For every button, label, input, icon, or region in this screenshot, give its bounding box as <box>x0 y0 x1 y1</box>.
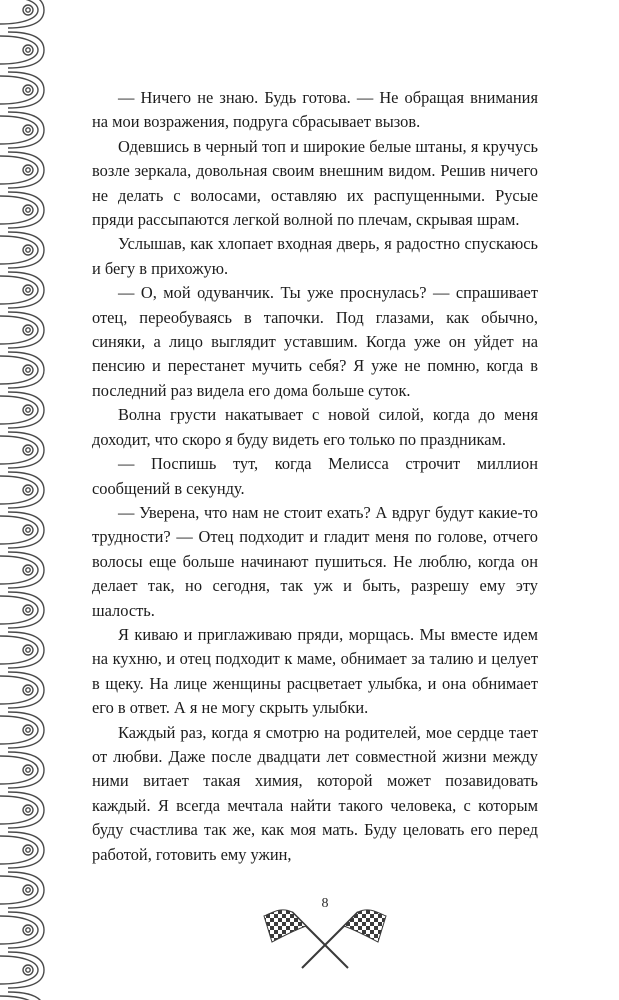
chain-link <box>0 0 44 28</box>
chain-link <box>0 752 44 788</box>
paragraph: — Уверена, что нам не стоит ехать? А вдруг будут какие-то трудности? — Отец подходит и гладит меня по голове, отчего волосы еще больше начинают пушиться. Не люблю, когда он делает так, но сегодня, так уж и быть, разрешу ему эту шалость. <box>92 502 538 620</box>
chain-link <box>0 592 44 628</box>
paragraph: — Ничего не знаю. Будь готова. — Не обращая внимания на мои возражения, подруга сбрасывает вызов. <box>92 88 538 132</box>
chain-link <box>0 392 44 428</box>
paragraph: Каждый раз, когда я смотрю на родителей, мое сердце тает от любви. Даже после двадцати лет совместной жизни между ними витает такая химия, которой может позавидовать каждый. Я всегда мечтала найти такого человека, с которым буду счастлива так же, как моя мать. Буду целовать его перед работой, готовить ему ужин, <box>92 722 538 864</box>
chain-link <box>0 872 44 908</box>
chain-link <box>0 712 44 748</box>
paragraph: Услышав, как хлопает входная дверь, я радостно спускаюсь и бегу в прихожую. <box>92 234 538 278</box>
paragraph: — Поспишь тут, когда Мелисса строчит миллион сообщений в секунду. <box>92 454 538 498</box>
chain-link <box>0 272 44 308</box>
chain-link <box>0 552 44 588</box>
chain-link <box>0 352 44 388</box>
chain-link <box>0 672 44 708</box>
chain-link <box>0 632 44 668</box>
paragraph: Я киваю и приглаживаю пряди, морщась. Мы вместе идем на кухню, и отец подходит к маме, обнимает за талию и целует в щеку. На лице женщины расцветает улыбка, и она обнимает его в ответ. А я не могу скрыть улыбки. <box>92 624 538 718</box>
chain-link <box>0 192 44 228</box>
chain-link <box>0 112 44 148</box>
chain-link <box>0 432 44 468</box>
crossed-checkered-flags-icon <box>262 902 388 972</box>
chain-link <box>0 72 44 108</box>
chain-link <box>0 832 44 868</box>
chain-link <box>0 512 44 548</box>
chain-link <box>0 992 44 1000</box>
chain-link <box>0 912 44 948</box>
paragraph: — О, мой одуванчик. Ты уже проснулась? — спрашивает отец, переобуваясь в тапочки. Под глазами, как обычно, синяки, а лицо выглядит уставшим. Когда уже он уйдет на пенсию и перестанет мучить себя? Я уже не помню, когда в последний раз видела его дома больше суток. <box>92 283 538 400</box>
page-footer <box>262 896 388 976</box>
chain-link <box>0 232 44 268</box>
body-text <box>92 86 538 867</box>
page-number: 8 <box>321 896 329 911</box>
chain-link <box>0 32 44 68</box>
paragraph: Волна грусти накатывает с новой силой, когда до меня доходит, что скоро я буду видеть его только по праздникам. <box>92 405 538 449</box>
chain-link <box>0 152 44 188</box>
paragraph: Одевшись в черный топ и широкие белые штаны, я кручусь возле зеркала, довольная своим внешним видом. Решив ничего не делать с волосами, оставляю их распущенными. Русые пряди рассыпаются легкой волной по плечам, скрывая шрам. <box>92 136 538 230</box>
chain-link <box>0 312 44 348</box>
chain-link <box>0 952 44 988</box>
chain-border-decoration <box>0 0 50 1000</box>
chain-link <box>0 472 44 508</box>
chain-link <box>0 792 44 828</box>
